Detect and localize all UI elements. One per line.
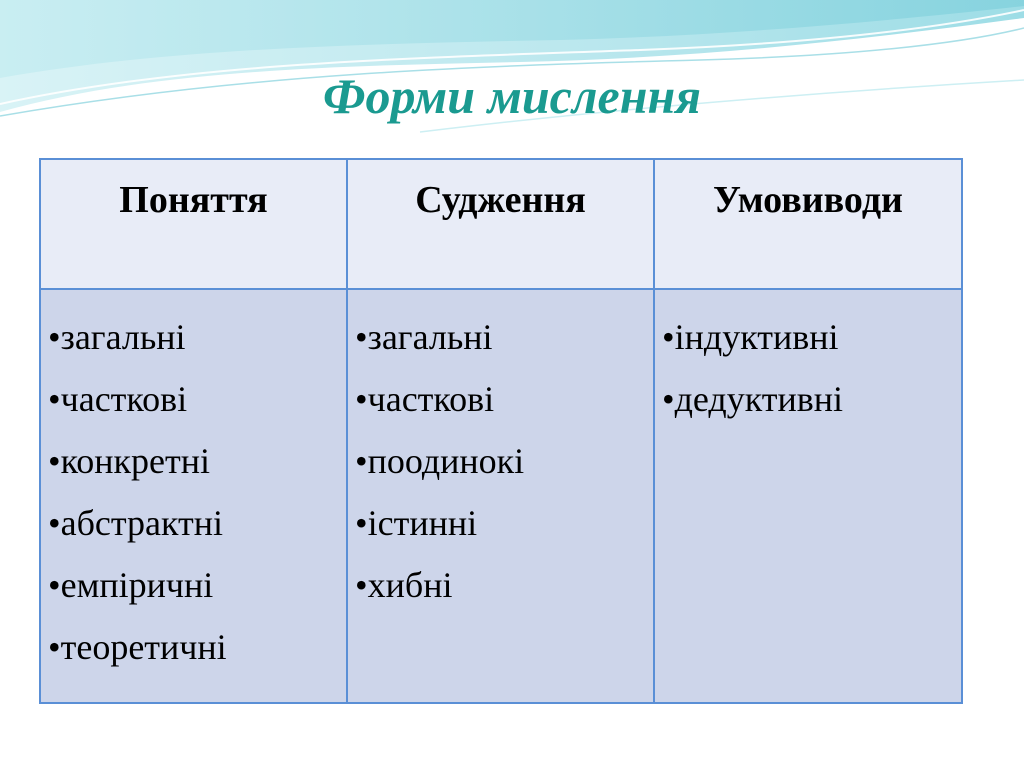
column-header-concepts: Поняття [40, 159, 347, 289]
table-body-row [40, 289, 962, 703]
bullet: • [355, 565, 368, 605]
column-header-inferences: Умовиводи [654, 159, 962, 289]
list-item [662, 306, 955, 368]
list-item-text: індуктивні [674, 317, 839, 357]
forms-of-thinking-table [39, 158, 963, 704]
list-item-text: часткові [367, 379, 495, 419]
list-item-text: конкретні [60, 441, 211, 481]
bullet: • [662, 317, 675, 357]
list-item-text: емпіричні [60, 565, 214, 605]
bullet: • [48, 627, 61, 667]
bullet: • [355, 441, 368, 481]
list-item [355, 554, 647, 616]
list-item [48, 492, 340, 554]
list-item [355, 306, 647, 368]
bullet: • [662, 379, 675, 419]
list-item-text: поодинокі [367, 441, 525, 481]
table-header-row [40, 159, 962, 289]
bullet: • [355, 317, 368, 357]
list-item-text: загальні [60, 317, 186, 357]
inference-types-list [662, 306, 955, 430]
list-item [48, 554, 340, 616]
list-item [662, 368, 955, 430]
column-cell-inferences [654, 289, 962, 703]
list-item-text: хибні [367, 565, 453, 605]
bullet: • [48, 379, 61, 419]
list-item [48, 430, 340, 492]
list-item-text: істинні [367, 503, 478, 543]
column-cell-judgments [347, 289, 654, 703]
column-cell-concepts [40, 289, 347, 703]
list-item-text: теоретичні [60, 627, 227, 667]
bullet: • [48, 317, 61, 357]
list-item [355, 430, 647, 492]
concept-types-list [48, 306, 340, 678]
list-item-text: загальні [367, 317, 493, 357]
list-item [355, 492, 647, 554]
list-item [48, 306, 340, 368]
bullet: • [48, 503, 61, 543]
list-item-text: абстрактні [60, 503, 224, 543]
bullet: • [48, 441, 61, 481]
list-item-text: дедуктивні [674, 379, 844, 419]
bullet: • [355, 379, 368, 419]
list-item [48, 368, 340, 430]
column-header-judgments: Судження [347, 159, 654, 289]
list-item [355, 368, 647, 430]
judgment-types-list [355, 306, 647, 616]
list-item-text: часткові [60, 379, 188, 419]
bullet: • [355, 503, 368, 543]
list-item [48, 616, 340, 678]
slide-title: Форми мислення [323, 68, 701, 124]
bullet: • [48, 565, 61, 605]
